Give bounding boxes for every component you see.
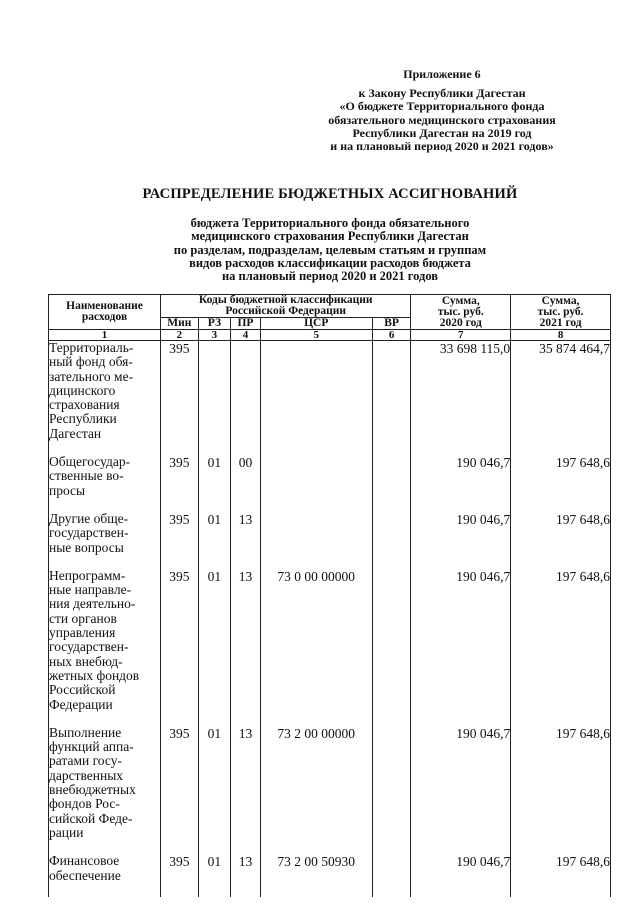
cell-min: 395 (160, 512, 198, 569)
cell-sum-2020: 190 046,7 (411, 569, 511, 726)
table-row (49, 341, 611, 456)
cell-min: 395 (160, 854, 198, 897)
cell-csr (260, 455, 372, 512)
appendix-line: обязательного медицинского страхования (328, 112, 556, 127)
cell-pr: 00 (231, 455, 261, 512)
header-name: Наименование расходов (49, 295, 161, 330)
cell-name-line: Республики (49, 411, 117, 427)
appendix-line: «О бюджете Территориального фонда (339, 99, 545, 114)
cell-name-line: дарственных (49, 767, 124, 783)
cell-name-line: ния деятельно- (49, 596, 136, 612)
cell-sum-2020: 190 046,7 (411, 854, 511, 897)
cell-csr: 73 0 00 00000 (260, 569, 372, 726)
column-number: 6 (372, 330, 411, 341)
cell-name-line: внебюджетных (49, 782, 136, 798)
column-number: 7 (411, 330, 511, 341)
cell-name-line: зательного ме- (49, 368, 134, 384)
cell-name-line: Выполнение (49, 724, 122, 740)
cell-name-line: ные вопросы (49, 539, 124, 555)
cell-name-line: ственные во- (49, 468, 124, 484)
header-codes: Коды бюджетной классификации Российской Федерации (160, 295, 410, 318)
cell-name-line: страхования (49, 397, 120, 413)
appendix-title: Приложение 6 (403, 67, 481, 81)
cell-name-line: управления (49, 625, 116, 641)
cell-name-line: фондов Рос- (49, 796, 120, 812)
header-vr: ВР (372, 318, 411, 330)
header-rz: РЗ (198, 318, 231, 330)
cell-name (49, 569, 161, 726)
header-sum-2021: Сумма, тыс. руб. 2021 год (511, 295, 611, 330)
cell-min: 395 (160, 455, 198, 512)
cell-name (49, 854, 161, 897)
cell-pr: 13 (231, 726, 261, 854)
column-number: 3 (198, 330, 231, 341)
cell-name-line: обеспечение (49, 867, 121, 883)
subtitle-line: бюджета Территориального фонда обязательного (190, 216, 470, 230)
column-number: 1 (49, 330, 161, 341)
appendix-line: и на плановый период 2020 и 2021 годов» (330, 139, 554, 154)
cell-name (49, 726, 161, 854)
table-row (49, 726, 611, 854)
cell-name-line: Непрограмм- (49, 567, 126, 583)
cell-vr (372, 726, 411, 854)
appendix-line: Республики Дагестан на 2019 год (352, 125, 532, 140)
cell-pr (231, 341, 261, 456)
cell-name-line: Российской (49, 682, 116, 698)
cell-sum-2021: 197 648,6 (511, 854, 611, 897)
cell-name-line: жетных фондов (49, 667, 140, 683)
cell-name-line: ратами госу- (49, 753, 122, 769)
column-number: 2 (160, 330, 198, 341)
cell-name-line: ных внебюд- (49, 653, 123, 669)
cell-rz: 01 (198, 455, 231, 512)
cell-sum-2020: 190 046,7 (411, 512, 511, 569)
cell-sum-2020: 33 698 115,0 (411, 341, 511, 456)
cell-vr (372, 569, 411, 726)
cell-sum-2020: 190 046,7 (411, 726, 511, 854)
cell-name-line: сийской Феде- (49, 810, 133, 826)
cell-min: 395 (160, 569, 198, 726)
cell-name-line: просы (49, 482, 86, 498)
cell-csr (260, 341, 372, 456)
cell-name-line: государствен- (49, 639, 129, 655)
document-heading (60, 186, 600, 283)
cell-name-line: Дагестан (49, 425, 102, 441)
subtitle-line: видов расходов классификации расходов бюджета (189, 255, 471, 270)
subtitle-line: медицинского страхования Республики Дагестан (191, 229, 469, 244)
cell-vr (372, 512, 411, 569)
cell-name-line: рации (49, 824, 84, 840)
column-number: 5 (260, 330, 372, 341)
cell-sum-2021: 197 648,6 (511, 569, 611, 726)
header-sum-2020: Сумма, тыс. руб. 2020 год (411, 295, 511, 330)
cell-rz (198, 341, 231, 456)
cell-name-line: Другие обще- (49, 510, 129, 526)
cell-rz: 01 (198, 569, 231, 726)
cell-vr (372, 854, 411, 897)
cell-pr: 13 (231, 512, 261, 569)
cell-name-line: ный фонд обя- (49, 354, 133, 370)
table-row (49, 569, 611, 726)
cell-name-line: Федерации (49, 696, 113, 712)
column-number: 4 (231, 330, 261, 341)
header-min: Мин (160, 318, 198, 330)
cell-min: 395 (160, 341, 198, 456)
cell-csr: 73 2 00 50930 (260, 854, 372, 897)
cell-rz: 01 (198, 854, 231, 897)
subtitle-line: на плановый период 2020 и 2021 годов (221, 269, 439, 284)
cell-name-line: Территориаль- (49, 340, 134, 355)
cell-name-line: ные направле- (49, 582, 132, 598)
cell-vr (372, 341, 411, 456)
cell-sum-2021: 35 874 464,7 (511, 341, 611, 456)
subtitle-line: по разделам, подразделам, целевым статьям и группам (173, 242, 487, 257)
appendix-block (292, 68, 592, 153)
cell-sum-2021: 197 648,6 (511, 512, 611, 569)
cell-name (49, 512, 161, 569)
cell-name-line: государствен- (49, 525, 129, 541)
table-row (49, 455, 611, 512)
cell-name-line: дицинского (49, 382, 116, 398)
cell-name-line: Финансовое (49, 853, 120, 869)
cell-name-line: функций аппа- (49, 739, 134, 755)
table-row (49, 854, 611, 897)
cell-sum-2020: 190 046,7 (411, 455, 511, 512)
cell-sum-2021: 197 648,6 (511, 455, 611, 512)
appendix-line: к Закону Республики Дагестан (358, 86, 526, 101)
header-pr: ПР (231, 318, 261, 330)
cell-rz: 01 (198, 512, 231, 569)
table-body (49, 341, 611, 897)
cell-name (49, 455, 161, 512)
column-number: 8 (511, 330, 611, 341)
cell-csr (260, 512, 372, 569)
cell-csr: 73 2 00 00000 (260, 726, 372, 854)
cell-pr: 13 (231, 854, 261, 897)
cell-min: 395 (160, 726, 198, 854)
budget-table (48, 294, 611, 897)
document-subtitle (60, 217, 600, 283)
cell-name (49, 341, 161, 456)
table-row (49, 512, 611, 569)
cell-vr (372, 455, 411, 512)
document-title: РАСПРЕДЕЛЕНИЕ БЮДЖЕТНЫХ АССИГНОВАНИЙ (142, 186, 518, 202)
cell-name-line: сти органов (49, 610, 117, 626)
cell-name-line: Общегосудар- (49, 454, 131, 470)
cell-pr: 13 (231, 569, 261, 726)
cell-rz: 01 (198, 726, 231, 854)
cell-sum-2021: 197 648,6 (511, 726, 611, 854)
header-csr: ЦСР (260, 318, 372, 330)
